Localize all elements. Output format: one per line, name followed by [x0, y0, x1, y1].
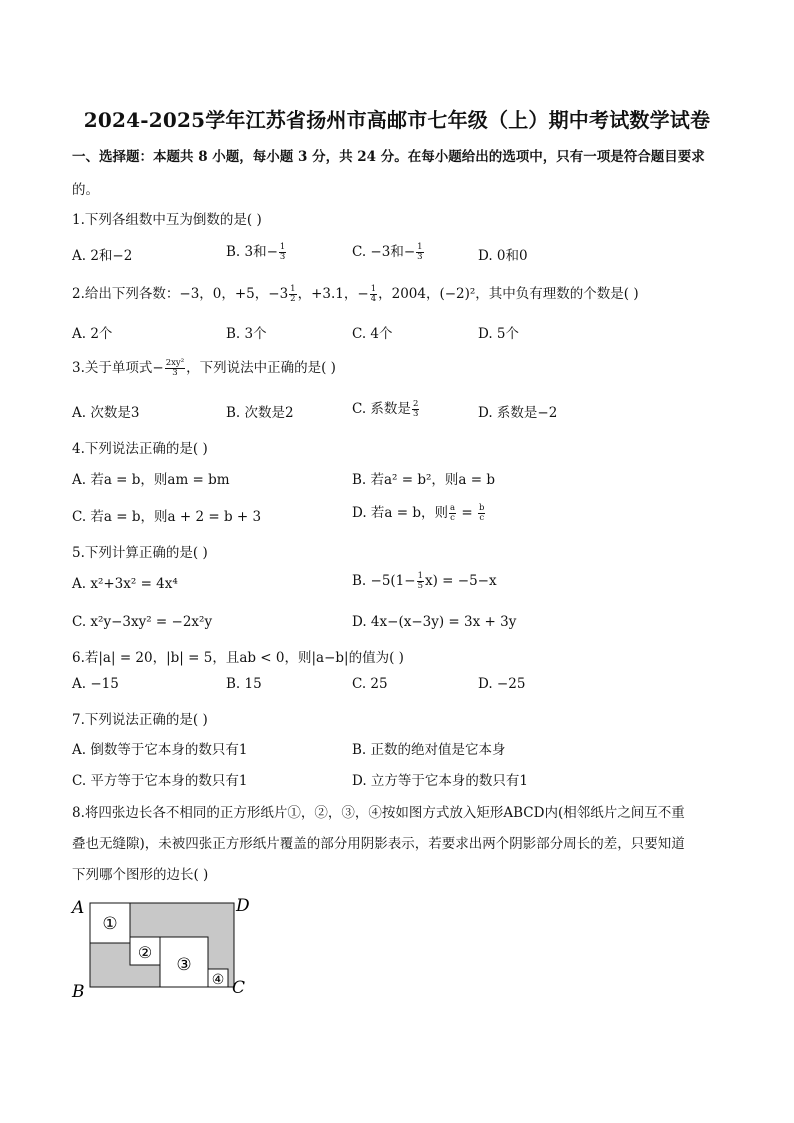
q4-stem: 4.下列说法正确的是( ) — [72, 441, 208, 457]
vertex-b-label: B — [72, 982, 85, 1002]
fraction-numerator: 1 — [417, 571, 423, 581]
q5-option-d: D. 4x−(x−3y) = 3x + 3y — [352, 614, 517, 630]
fraction-denominator: 3 — [417, 252, 423, 262]
q4-option-d — [352, 501, 486, 523]
q3-option-d: D. 系数是−2 — [478, 405, 558, 421]
q5-option-b-text2: x) = −5−x — [425, 573, 497, 589]
fraction-numerator: 2xy² — [165, 358, 185, 368]
q4-option-d-fraction-1 — [449, 504, 456, 523]
q8-stem-line1: 8.将四张边长各不相同的正方形纸片①，②，③，④按如图方式放入矩形ABCD内(相邻纸片之间互不重 — [72, 805, 685, 821]
fraction-numerator: 1 — [279, 242, 286, 252]
rectangle-figure — [66, 893, 266, 1003]
q1-option-c — [352, 240, 425, 262]
q6-option-a: A. −15 — [72, 676, 119, 692]
q7-option-c: C. 平方等于它本身的数只有1 — [72, 773, 248, 789]
q1-option-d: D. 0和0 — [478, 248, 528, 264]
q7-stem: 7.下列说法正确的是( ) — [72, 712, 208, 728]
square-1-label: ① — [102, 914, 118, 934]
vertex-a-label: A — [72, 898, 85, 918]
q3-stem-part1: 3.关于单项式− — [72, 360, 164, 376]
q7-option-b: B. 正数的绝对值是它本身 — [352, 742, 506, 758]
q5-stem: 5.下列计算正确的是( ) — [72, 545, 208, 561]
q2-option-d: D. 5个 — [478, 326, 520, 342]
q4-option-a: A. 若a = b，则am = bm — [72, 472, 230, 488]
square-4-label: ④ — [211, 972, 225, 988]
fraction-denominator: c — [479, 513, 485, 523]
q5-option-b-text1: B. −5(1− — [352, 573, 416, 589]
fraction-denominator: 3 — [279, 252, 286, 262]
square-3-label: ③ — [176, 955, 192, 975]
q2-option-a: A. 2个 — [72, 326, 113, 342]
fraction-denominator: 4 — [370, 294, 377, 304]
q2-option-b: B. 3个 — [226, 326, 267, 342]
q3-stem — [72, 356, 336, 378]
q6-stem: 6.若|a| = 20，|b| = 5，且ab < 0，则|a−b|的值为( ) — [72, 650, 404, 666]
fraction-numerator: 2 — [412, 399, 419, 409]
q5-option-b — [352, 572, 497, 591]
fraction-numerator: a — [450, 503, 456, 513]
q1-stem: 1.下列各组数中互为倒数的是( ) — [72, 212, 262, 228]
vertex-d-label: D — [236, 896, 250, 916]
q1-option-b-text: B. 3和− — [226, 244, 278, 260]
q3-stem-part2: ，下列说法中正确的是( ) — [186, 360, 336, 376]
q7-option-a: A. 倒数等于它本身的数只有1 — [72, 742, 248, 758]
q5-option-c: C. x²y−3xy² = −2x²y — [72, 614, 213, 630]
q3-option-a: A. 次数是3 — [72, 405, 140, 421]
q2-stem-part2: ，+3.1，− — [297, 286, 369, 302]
exam-title: 2024-2025学年江苏省扬州市高邮市七年级（上）期中考试数学试卷 — [83, 108, 711, 132]
q5-option-a: A. x²+3x² = 4x⁴ — [72, 576, 178, 592]
q2-fraction-2 — [370, 285, 377, 304]
fraction-denominator: 5 — [417, 581, 423, 591]
q6-option-b: B. 15 — [226, 676, 262, 692]
q4-option-b: B. 若a² = b²，则a = b — [352, 472, 495, 488]
q3-option-c-fraction — [412, 400, 419, 419]
q4-option-c: C. 若a = b，则a + 2 = b + 3 — [72, 509, 262, 525]
q1-option-a: A. 2和−2 — [72, 248, 133, 264]
q8-stem-line3: 下列哪个图形的边长( ) — [72, 867, 209, 883]
q4-option-d-fraction-2 — [478, 504, 485, 523]
fraction-denominator: 3 — [412, 409, 419, 419]
q1-option-b — [226, 240, 287, 262]
fraction-denominator: c — [450, 513, 455, 523]
square-2-label: ② — [137, 943, 153, 962]
section-heading-line1: 一、选择题：本题共 8 小题，每小题 3 分，共 24 分。在每小题给出的选项中，只有一项是符合题目要求 — [72, 149, 705, 165]
fraction-numerator: b — [479, 503, 485, 513]
q2-option-c: C. 4个 — [352, 326, 393, 342]
q3-fraction — [165, 359, 185, 378]
q7-option-d: D. 立方等于它本身的数只有1 — [352, 773, 529, 789]
q3-option-c-text: C. 系数是 — [352, 401, 411, 417]
q2-stem-part3: ，2004，(−2)²，其中负有理数的个数是( ) — [378, 286, 639, 302]
vertex-c-label: C — [232, 978, 246, 998]
q2-stem — [72, 282, 639, 304]
q3-option-c — [352, 397, 420, 419]
fraction-denominator: 2 — [290, 294, 296, 304]
fraction-numerator: 1 — [290, 284, 296, 294]
q1-option-b-fraction — [279, 243, 286, 262]
q3-option-b: B. 次数是2 — [226, 405, 294, 421]
q6-option-d: D. −25 — [478, 676, 526, 692]
q4-option-d-text: D. 若a = b，则 — [352, 505, 449, 521]
q2-stem-part1: 2.给出下列各数：−3，0，+5，−3 — [72, 286, 289, 302]
q1-option-c-text: C. −3和− — [352, 244, 416, 260]
q6-option-c: C. 25 — [352, 676, 388, 692]
q1-option-c-fraction — [416, 243, 423, 262]
q2-fraction-1 — [289, 285, 296, 304]
fraction-numerator: 1 — [370, 284, 377, 294]
fraction-numerator: 1 — [417, 242, 423, 252]
section-heading-line2: 的。 — [72, 182, 99, 198]
q4-option-d-equals: = — [457, 505, 477, 521]
q5-option-b-fraction — [417, 572, 424, 591]
fraction-denominator: 3 — [172, 368, 178, 378]
q8-stem-line2: 叠也无缝隙)，未被四张正方形纸片覆盖的部分用阴影表示，若要求出两个阴影部分周长的差，只要知道 — [72, 836, 685, 852]
